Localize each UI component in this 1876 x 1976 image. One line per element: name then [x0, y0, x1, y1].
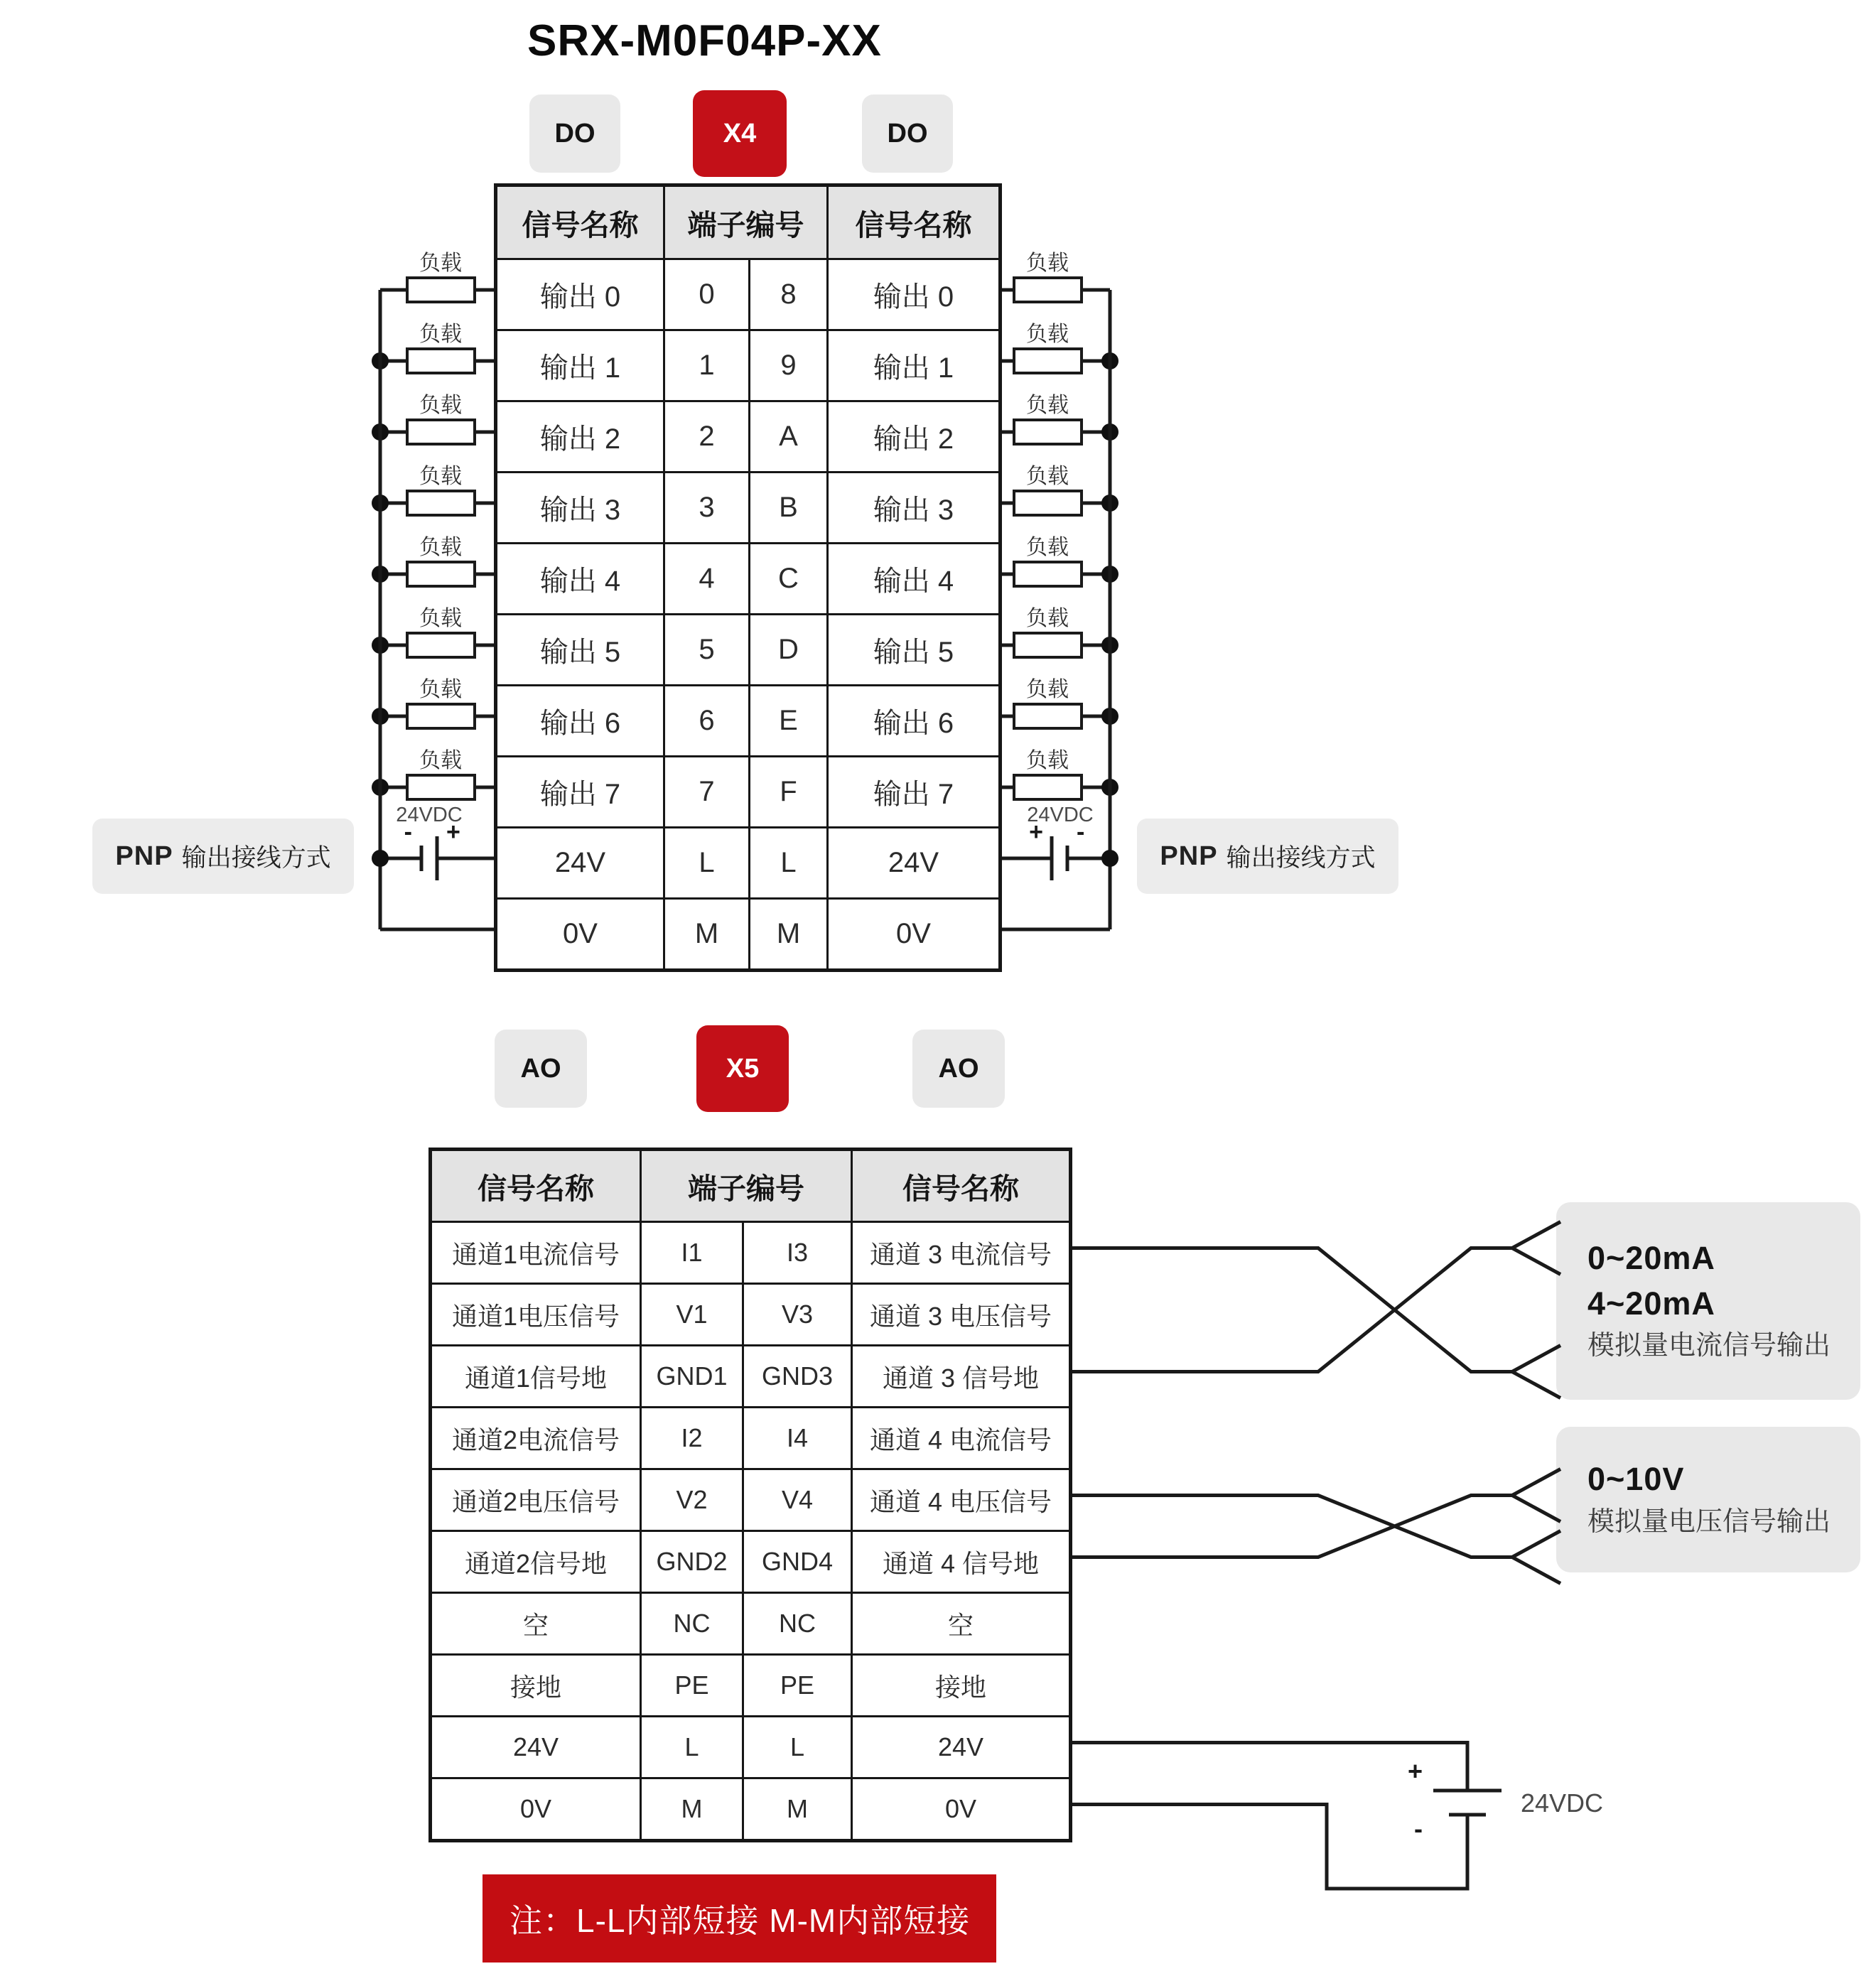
cell-signal-right: 空 [851, 1592, 1069, 1653]
cell-terminal-2: PE [742, 1653, 851, 1715]
badge-x5-connector: X5 [696, 1025, 789, 1112]
battery-plus-label: + [1407, 1756, 1423, 1786]
cell-terminal-1: M [640, 1777, 742, 1839]
voltage-range: 0~10V [1587, 1461, 1685, 1498]
cell-signal-right: 0V [826, 897, 998, 968]
load-label: 负载 [1026, 749, 1069, 772]
pnp-bold-text: PNP [115, 841, 173, 871]
cell-signal-left: 输出 6 [497, 684, 663, 755]
fork-arm [1512, 1248, 1560, 1275]
fork-arm [1512, 1557, 1560, 1584]
load-resistor [407, 775, 475, 799]
battery-positive-wire [1072, 1743, 1467, 1791]
cell-signal-left: 输出 1 [497, 329, 663, 400]
junction-dot [372, 850, 389, 867]
load-label: 负载 [1026, 465, 1069, 488]
cell-terminal-1: 6 [663, 684, 748, 755]
cell-terminal-2: GND3 [742, 1344, 851, 1406]
header-terminal-number: 端子编号 [640, 1151, 851, 1221]
cell-terminal-2: L [748, 826, 826, 897]
badge-do-left: DO [529, 95, 620, 173]
cell-terminal-1: I1 [640, 1221, 742, 1283]
cell-signal-left: 输出 4 [497, 542, 663, 613]
cell-signal-left: 通道1电流信号 [432, 1221, 640, 1283]
cell-signal-right: 24V [826, 826, 998, 897]
cell-terminal-2: M [748, 897, 826, 968]
battery-voltage-label: 24VDC [396, 804, 463, 826]
cell-signal-right: 0V [851, 1777, 1069, 1839]
cell-terminal-2: B [748, 471, 826, 542]
junction-dot [372, 779, 389, 796]
load-resistor [407, 491, 475, 515]
cell-signal-left: 通道2电流信号 [432, 1406, 640, 1468]
pnp-rest-text: 输出接线方式 [1226, 844, 1376, 872]
header-signal-name-left: 信号名称 [432, 1151, 640, 1221]
pnp-wiring-label-left [92, 819, 354, 894]
cell-signal-right: 输出 2 [826, 400, 998, 471]
load-resistor [1014, 562, 1082, 586]
junction-dot [372, 708, 389, 725]
pnp-bold-text: PNP [1160, 841, 1218, 871]
junction-dot [1101, 779, 1118, 796]
badge-ao-left: AO [495, 1030, 587, 1108]
cell-terminal-2: 9 [748, 329, 826, 400]
load-resistor [407, 349, 475, 373]
cell-terminal-2: C [748, 542, 826, 613]
load-label: 负载 [1026, 323, 1069, 346]
fork-arm [1512, 1222, 1560, 1248]
cell-terminal-1: GND1 [640, 1344, 742, 1406]
cell-terminal-1: 7 [663, 755, 748, 826]
cell-terminal-2: D [748, 613, 826, 684]
fork-arm [1512, 1346, 1560, 1372]
load-label: 负载 [1026, 678, 1069, 701]
cell-signal-right: 输出 1 [826, 329, 998, 400]
cell-terminal-2: GND4 [742, 1530, 851, 1592]
cell-terminal-2: I4 [742, 1406, 851, 1468]
junction-dot [1101, 495, 1118, 512]
badge-ao-right: AO [912, 1030, 1005, 1108]
cell-terminal-1: L [663, 826, 748, 897]
twisted-pair-wire [1072, 1496, 1512, 1557]
header-signal-name-right: 信号名称 [851, 1151, 1069, 1221]
cell-signal-right: 24V [851, 1715, 1069, 1777]
cell-signal-left: 0V [432, 1777, 640, 1839]
cell-signal-right: 输出 6 [826, 684, 998, 755]
header-terminal-number: 端子编号 [663, 187, 826, 258]
load-label: 负载 [419, 607, 462, 630]
load-label: 负载 [419, 394, 462, 417]
load-label: 负载 [419, 749, 462, 772]
cell-signal-right: 输出 3 [826, 471, 998, 542]
load-label: 负载 [1026, 536, 1069, 559]
cell-terminal-2: I3 [742, 1221, 851, 1283]
load-resistor [1014, 704, 1082, 728]
load-resistor [1014, 491, 1082, 515]
current-output-caption: 模拟量电流信号输出 [1587, 1331, 1831, 1361]
cell-signal-left: 0V [497, 897, 663, 968]
cell-terminal-2: M [742, 1777, 851, 1839]
junction-dot [1101, 637, 1118, 654]
battery-negative-wire [1072, 1805, 1467, 1889]
cell-signal-left: 24V [497, 826, 663, 897]
junction-dot [1101, 850, 1118, 867]
cell-terminal-1: V2 [640, 1468, 742, 1530]
junction-dot [1101, 708, 1118, 725]
junction-dot [372, 423, 389, 441]
cell-signal-left: 通道2电压信号 [432, 1468, 640, 1530]
cell-signal-right: 输出 7 [826, 755, 998, 826]
cell-signal-left: 输出 7 [497, 755, 663, 826]
cell-signal-left: 空 [432, 1592, 640, 1653]
battery-minus-label: - [1077, 819, 1085, 846]
note-bar: 注：L-L内部短接 M-M内部短接 [483, 1874, 996, 1962]
load-resistor [1014, 278, 1082, 302]
header-signal-name-left: 信号名称 [497, 187, 663, 258]
load-label: 负载 [1026, 607, 1069, 630]
cell-signal-right: 通道 3 电流信号 [851, 1221, 1069, 1283]
junction-dot [372, 566, 389, 583]
cell-terminal-1: GND2 [640, 1530, 742, 1592]
current-range-1: 0~20mA [1587, 1239, 1715, 1276]
battery-voltage-label: 24VDC [1521, 1788, 1604, 1818]
cell-signal-left: 通道1信号地 [432, 1344, 640, 1406]
cell-terminal-2: V4 [742, 1468, 851, 1530]
load-resistor [1014, 775, 1082, 799]
load-label: 负载 [419, 678, 462, 701]
junction-dot [372, 352, 389, 369]
load-resistor [407, 633, 475, 657]
twisted-pair-wire [1072, 1496, 1512, 1557]
load-label: 负载 [419, 252, 462, 275]
cell-signal-right: 通道 3 电压信号 [851, 1283, 1069, 1344]
load-label: 负载 [1026, 252, 1069, 275]
cell-signal-right: 通道 3 信号地 [851, 1344, 1069, 1406]
cell-terminal-2: F [748, 755, 826, 826]
fork-arm [1512, 1372, 1560, 1398]
junction-dot [1101, 423, 1118, 441]
load-resistor [407, 562, 475, 586]
load-resistor [1014, 420, 1082, 444]
cell-signal-left: 输出 3 [497, 471, 663, 542]
cell-terminal-1: PE [640, 1653, 742, 1715]
battery-minus-label: - [1414, 1814, 1423, 1843]
load-resistor [1014, 633, 1082, 657]
cell-terminal-2: 8 [748, 258, 826, 329]
pnp-wiring-label-right [1137, 819, 1398, 894]
badge-do-right: DO [862, 95, 953, 173]
pnp-rest-text: 输出接线方式 [181, 844, 331, 872]
cell-terminal-1: 4 [663, 542, 748, 613]
load-label: 负载 [1026, 394, 1069, 417]
cell-terminal-1: 2 [663, 400, 748, 471]
fork-arm [1512, 1531, 1560, 1557]
cell-terminal-1: I2 [640, 1406, 742, 1468]
cell-signal-left: 通道2信号地 [432, 1530, 640, 1592]
cell-terminal-2: A [748, 400, 826, 471]
cell-terminal-1: M [663, 897, 748, 968]
header-signal-name-right: 信号名称 [826, 187, 998, 258]
cell-signal-right: 通道 4 电压信号 [851, 1468, 1069, 1530]
load-resistor [1014, 349, 1082, 373]
junction-dot [372, 495, 389, 512]
cell-signal-left: 通道1电压信号 [432, 1283, 640, 1344]
badge-x4-connector: X4 [693, 90, 787, 177]
cell-signal-right: 通道 4 信号地 [851, 1530, 1069, 1592]
junction-dot [1101, 352, 1118, 369]
load-resistor [407, 704, 475, 728]
cell-terminal-2: NC [742, 1592, 851, 1653]
cell-signal-left: 24V [432, 1715, 640, 1777]
cell-terminal-2: V3 [742, 1283, 851, 1344]
load-label: 负载 [419, 536, 462, 559]
cell-signal-right: 接地 [851, 1653, 1069, 1715]
fork-arm [1512, 1496, 1560, 1522]
twisted-pair-wire [1072, 1248, 1512, 1372]
cell-signal-right: 通道 4 电流信号 [851, 1406, 1069, 1468]
voltage-output-caption: 模拟量电压信号输出 [1587, 1506, 1831, 1537]
cell-signal-left: 输出 5 [497, 613, 663, 684]
cell-signal-right: 输出 4 [826, 542, 998, 613]
cell-terminal-2: L [742, 1715, 851, 1777]
x4-terminal-table [494, 183, 1002, 972]
cell-terminal-1: NC [640, 1592, 742, 1653]
cell-terminal-1: 3 [663, 471, 748, 542]
twisted-pair-wire [1072, 1248, 1512, 1372]
load-label: 负载 [419, 323, 462, 346]
x5-terminal-table [428, 1148, 1072, 1842]
cell-signal-right: 输出 5 [826, 613, 998, 684]
battery-plus-label: + [1029, 819, 1043, 846]
cell-terminal-2: E [748, 684, 826, 755]
junction-dot [372, 637, 389, 654]
cell-terminal-1: 5 [663, 613, 748, 684]
cell-signal-left: 输出 2 [497, 400, 663, 471]
load-resistor [407, 420, 475, 444]
cell-signal-right: 输出 0 [826, 258, 998, 329]
fork-arm [1512, 1469, 1560, 1496]
current-output-label-box [1556, 1202, 1860, 1400]
cell-signal-left: 输出 0 [497, 258, 663, 329]
page-title: SRX-M0F04P-XX [527, 16, 882, 65]
load-label: 负载 [419, 465, 462, 488]
load-resistor [407, 278, 475, 302]
cell-terminal-1: 0 [663, 258, 748, 329]
cell-signal-left: 接地 [432, 1653, 640, 1715]
battery-plus-label: + [446, 819, 460, 846]
cell-terminal-1: V1 [640, 1283, 742, 1344]
cell-terminal-1: 1 [663, 329, 748, 400]
current-range-2: 4~20mA [1587, 1285, 1715, 1322]
voltage-output-label-box [1556, 1427, 1860, 1572]
battery-minus-label: - [404, 819, 412, 846]
cell-terminal-1: L [640, 1715, 742, 1777]
junction-dot [1101, 566, 1118, 583]
battery-voltage-label: 24VDC [1027, 804, 1094, 826]
